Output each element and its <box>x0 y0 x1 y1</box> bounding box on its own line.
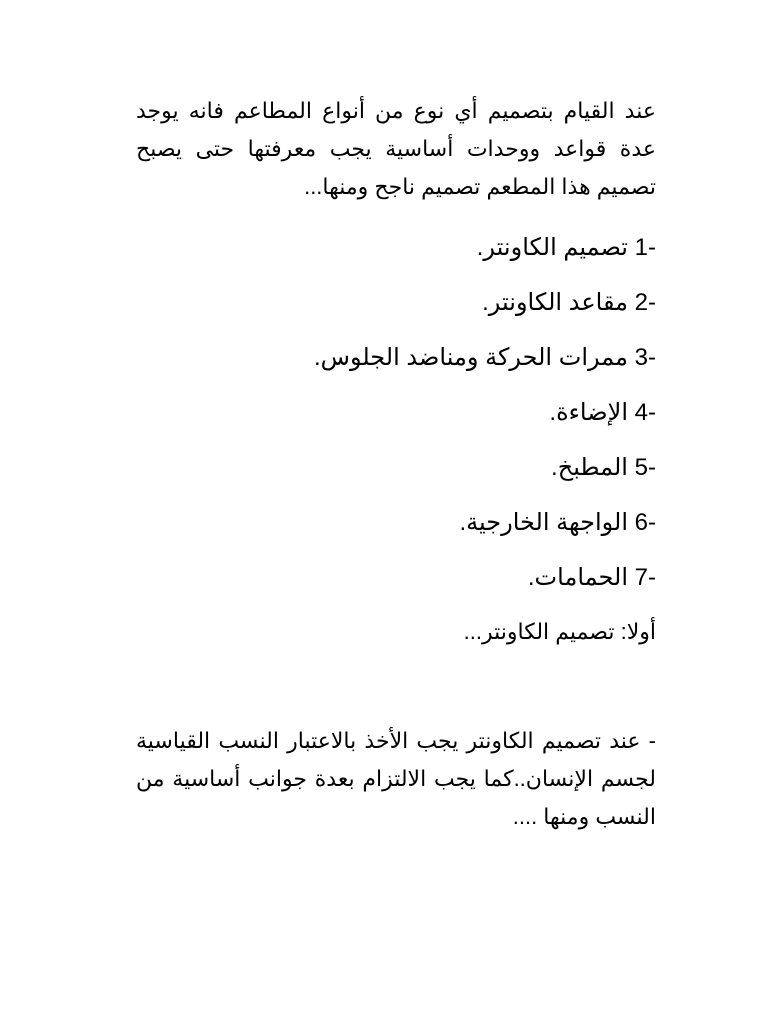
list-item-number: 4- <box>634 399 656 426</box>
list-item-number: 6- <box>634 509 656 536</box>
list-item-number: 2- <box>634 289 656 316</box>
list-item-number: 1- <box>634 234 656 261</box>
closing-block <box>136 722 656 836</box>
list-item-text: ممرات الحركة ومناضد الجلوس. <box>313 344 635 371</box>
intro-block <box>136 92 656 206</box>
list-item <box>136 283 656 338</box>
list-item-text: الإضاءة. <box>549 399 635 426</box>
closing-paragraph: - عند تصميم الكاونتر يجب الأخذ بالاعتبار النسب القياسية لجسم الإنسان..كما يجب الالتزام بعدة جوانب أساسية من النسب ومنها .... <box>136 728 656 829</box>
intro-paragraph: عند القيام بتصميم أي نوع من أنواع المطاعم فانه يوجد عدة قواعد ووحدات أساسية يجب معرفتها حتى يصبح تصميم هذا المطعم تصميم ناجح ومنها... <box>136 98 656 199</box>
list-item-text: تصميم الكاونتر. <box>476 234 635 261</box>
list-item-text: الحمامات. <box>527 564 635 591</box>
list-item <box>136 448 656 503</box>
list-item <box>136 503 656 558</box>
list-item-number: 3- <box>634 344 656 371</box>
list-item-number: 7- <box>634 564 656 591</box>
requirements-list <box>136 228 656 613</box>
list-item-text: الواجهة الخارجية. <box>459 509 635 536</box>
section-heading: أولا: تصميم الكاونتر... <box>463 619 656 644</box>
list-item-text: المطبخ. <box>551 454 635 481</box>
list-item-number: 5- <box>634 454 656 481</box>
list-item <box>136 228 656 283</box>
list-item <box>136 558 656 613</box>
list-item-text: مقاعد الكاونتر. <box>482 289 635 316</box>
list-item <box>136 393 656 448</box>
list-item <box>136 338 656 393</box>
